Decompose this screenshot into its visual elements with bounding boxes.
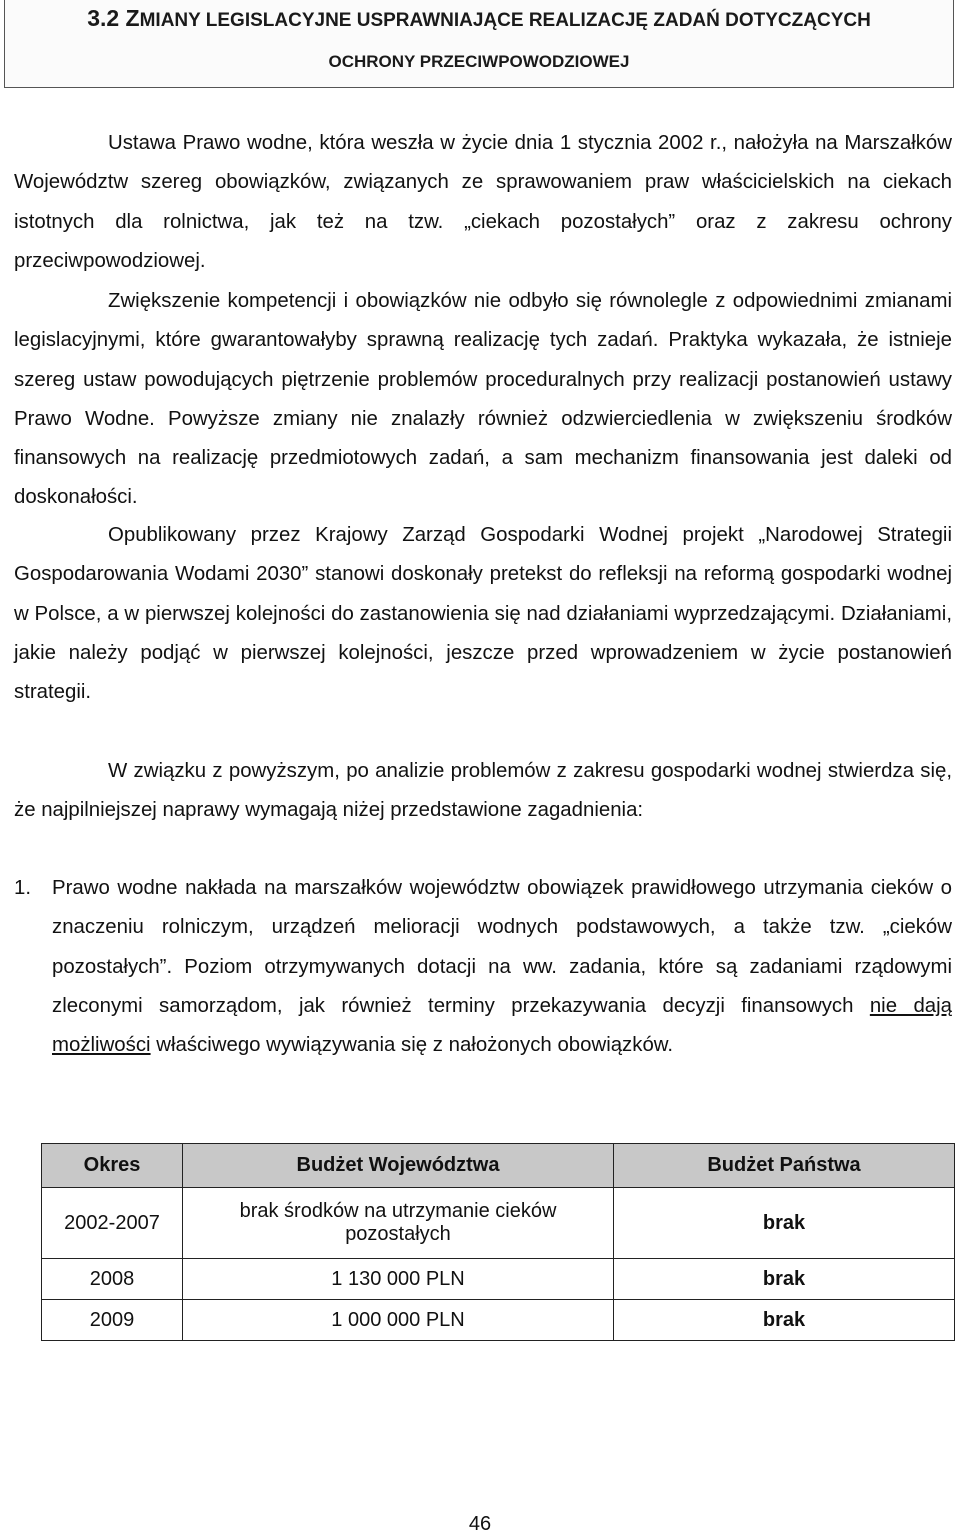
cell-period: 2009 bbox=[42, 1300, 183, 1341]
paragraph-3-text: Opublikowany przez Krajowy Zarząd Gospodarki Wodnej projekt „Narodowej Strategii Gospodarowania Wodami 2030” stanowi doskonały pretekst do refleksji na reformą gospodarki wodnej w Polsce, a w pierwszej kolejności do zastanowienia się nad działaniami wyprzedzającymi. Działaniami, jakie należy podjąć w pierwszej kolejności, jeszcze przed wprowadzeniem w życie postanowień strategii. bbox=[14, 524, 952, 704]
paragraph-2-text: Zwiększenie kompetencji i obowiązków nie odbyło się równolegle z odpowiednimi zmianami legislacyjnymi, które gwarantowałyby sprawną realizację tych zadań. Praktyka wykazała, że istnieje szereg ustaw powodujących piętrzenie problemów proceduralnych przy realizacji postanowień ustawy Prawo Wodne. Powyższe zmiany nie znalazły również odzwierciedlenia w zwiększeniu środków finansowych na realizację przedmiotowych zadań, a sam mechanizm finansowania jest daleki od doskonałości. bbox=[14, 290, 952, 509]
cell-period: 2008 bbox=[42, 1259, 183, 1300]
table-row bbox=[42, 1259, 955, 1300]
paragraph-2 bbox=[14, 282, 952, 518]
cell-voivodeship-budget: 1 130 000 PLN bbox=[183, 1259, 614, 1300]
table-row bbox=[42, 1300, 955, 1341]
cell-state-budget: brak bbox=[614, 1300, 955, 1341]
list-item-text: Prawo wodne nakłada na marszałków województw obowiązek prawidłowego utrzymania cieków o znaczeniu rolniczym, urządzeń melioracji wodnych podstawowych, a także tzw. „cieków pozostałych”. Poziom otrzymywanych dotacji na ww. zadania, które są zadaniami rządowymi zleconymi samorządom, jak również terminy przekazywania decyzji finansowych bbox=[52, 877, 952, 1017]
list-item-number: 1. bbox=[14, 877, 32, 899]
paragraph-4 bbox=[14, 752, 952, 831]
cell-state-budget: brak bbox=[614, 1188, 955, 1259]
section-header bbox=[4, 0, 954, 88]
table-row bbox=[42, 1188, 955, 1259]
paragraph-1-text: Ustawa Prawo wodne, która weszła w życie dnia 1 stycznia 2002 r., nałożyła na Marszałków Województw szereg obowiązków, związanych ze sprawowaniem praw właścicielskich na ciekach istotnych dla rolnictwa, jak też na tzw. „ciekach pozostałych” oraz z zakresu ochrony przeciwpowodziowej. bbox=[14, 132, 952, 272]
section-title-rest: MIANY LEGISLACYJNE USPRAWNIAJĄCE REALIZACJĘ ZADAŃ DOTYCZĄCYCH bbox=[139, 10, 871, 31]
list-item bbox=[52, 869, 952, 1065]
page-number: 46 bbox=[468, 1513, 492, 1535]
paragraph-4-text: W związku z powyższym, po analizie problemów z zakresu gospodarki wodnej stwierdza się, że najpilniejszej naprawy wymagają niżej przedstawione zagadnienia: bbox=[14, 760, 952, 822]
paragraph-1 bbox=[14, 124, 952, 281]
cell-period: 2002-2007 bbox=[42, 1188, 183, 1259]
section-number: 3.2 Z bbox=[87, 5, 140, 31]
section-title-line2: OCHRONY PRZECIWPOWODZIOWEJ bbox=[328, 52, 630, 71]
header-state-budget: Budżet Państwa bbox=[614, 1144, 955, 1188]
underlined-phrase: nie dają możliwości bbox=[52, 994, 952, 1057]
cell-state-budget: brak bbox=[614, 1259, 955, 1300]
list-item-text-end: właściwego wywiązywania się z nałożonych obowiązków. bbox=[156, 1034, 674, 1057]
header-period: Okres bbox=[42, 1144, 183, 1188]
budget-table bbox=[41, 1143, 955, 1341]
cell-voivodeship-budget: brak środków na utrzymanie cieków pozostałych bbox=[183, 1188, 614, 1259]
cell-voivodeship-budget: 1 000 000 PLN bbox=[183, 1300, 614, 1341]
header-voivodeship-budget: Budżet Województwa bbox=[183, 1144, 614, 1188]
section-title-line1 bbox=[5, 5, 953, 32]
table-header-row bbox=[42, 1144, 955, 1188]
paragraph-3 bbox=[14, 516, 952, 712]
